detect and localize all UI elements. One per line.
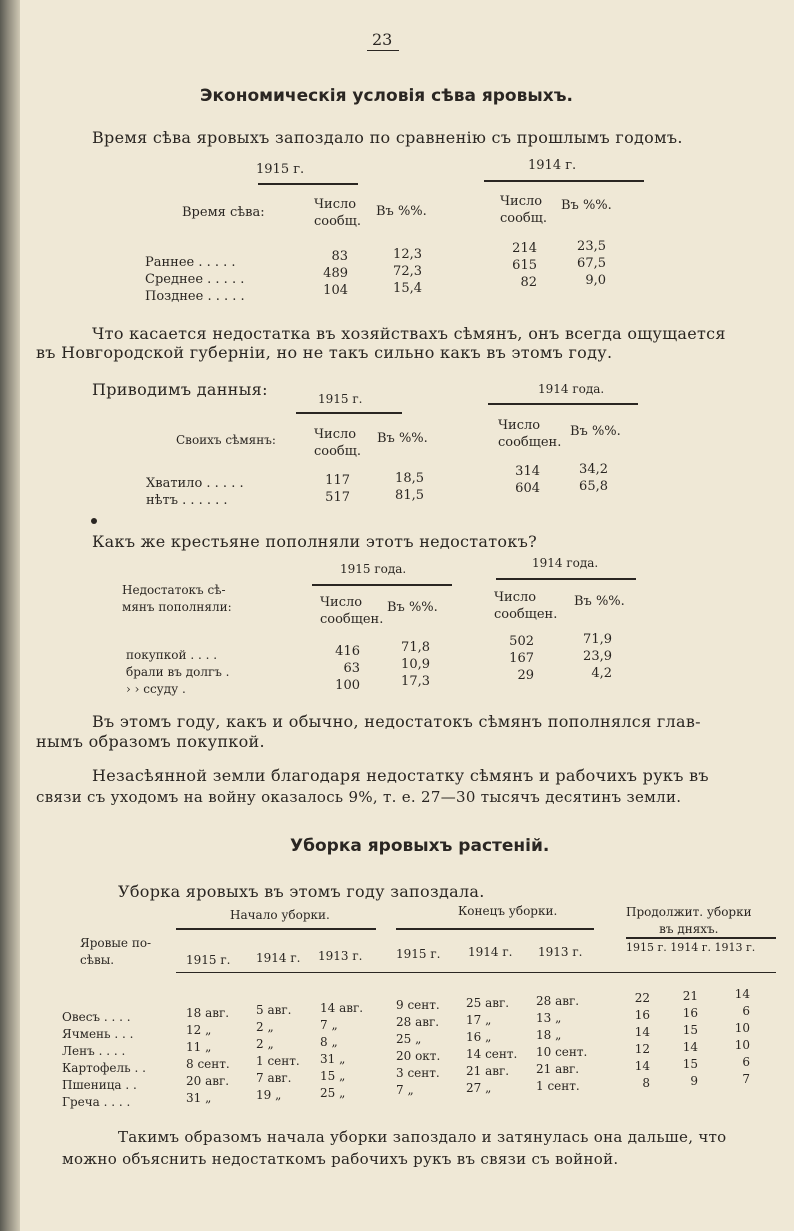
unsown-land-paragraph-line1: Незасѣянной земли благодаря недостатку сѣмянъ и рабочихъ рукъ въ	[92, 766, 709, 785]
t2-year-1915-rule	[296, 412, 402, 414]
t4-crop-label: Ленъ . . . .	[62, 1044, 126, 1058]
t4-crop-label: Картофель . .	[62, 1061, 146, 1075]
t4-header-bottom-rule	[176, 972, 776, 973]
section-title-sowing-conditions: Экономическія условія сѣва яровыхъ.	[200, 86, 573, 106]
t2-col-count-1914: Число сообщен.	[498, 418, 562, 450]
t2-col-own-seeds: Своихъ сѣмянъ:	[176, 433, 276, 447]
t4-group-start-rule	[176, 928, 376, 930]
seed-replenish-question: Какъ же крестьяне пополняли этотъ недостатокъ?	[92, 532, 538, 551]
t2-col-count-1915: Число сообщ.	[314, 427, 361, 459]
conclusion-paragraph-line1: Такимъ образомъ начала уборки запоздало и затянулась она дальше, что	[118, 1128, 727, 1146]
t3-count-1914: 502 167 29	[509, 634, 534, 683]
harvest-intro-text: Уборка яровыхъ въ этомъ году запоздала.	[118, 882, 485, 901]
t4-crop-label: Ячмень . . .	[62, 1027, 134, 1041]
t3-pct-1915: 71,8 10,9 17,3	[401, 640, 430, 689]
t2-row-label: Хватило . . . . .	[146, 476, 244, 491]
t1-col-pct-1915: Въ %%.	[376, 204, 427, 219]
t2-pct-1914: 34,2 65,8	[579, 462, 608, 494]
replenish-paragraph-line2: нымъ образомъ покупкой.	[36, 732, 265, 751]
t4-group-end: Конецъ уборки.	[458, 904, 558, 918]
ink-dot-mark	[91, 518, 97, 524]
t4-end-1914-col: 25 авг. 17 „ 16 „ 14 сент. 21 авг. 27 „	[466, 996, 518, 1095]
t4-col-start-1915: 1915 г.	[186, 953, 231, 967]
t2-year-1914: 1914 года.	[538, 382, 605, 396]
t4-start-1915-col: 18 авг. 12 „ 11 „ 8 сент. 20 авг. 31 „	[186, 1006, 230, 1105]
section-title-harvest: Уборка яровыхъ растеній.	[290, 836, 550, 856]
t3-year-1914-rule	[496, 578, 636, 580]
t1-row-labels	[145, 254, 245, 305]
t2-col-pct-1915: Въ %%.	[377, 431, 428, 446]
t2-row-label: нѣтъ . . . . . .	[146, 493, 228, 508]
t1-year-1914-rule	[484, 180, 644, 182]
t4-start-1914-col: 5 авг. 2 „ 2 „ 1 сент. 7 авг. 19 „	[256, 1003, 300, 1102]
sowing-intro-text: Время сѣва яровыхъ запоздало по сравненію съ прошлымъ годомъ.	[92, 128, 683, 147]
t1-col-count-1914: Число сообщ.	[500, 194, 547, 226]
t4-crop-label: Овесъ . . . .	[62, 1010, 131, 1024]
seed-shortage-paragraph-line1: Что касается недостатка въ хозяйствахъ сѣмянъ, онъ всегда ощущается	[92, 324, 726, 343]
replenish-paragraph-line1: Въ этомъ году, какъ и обычно, недостатокъ сѣмянъ пополнялся глав-	[92, 712, 701, 731]
t4-crop-label: Греча . . . .	[62, 1095, 131, 1109]
t4-group-duration: Продолжит. уборки въ дняхъ.	[626, 905, 752, 936]
data-intro-text: Приводимъ данныя:	[92, 380, 268, 399]
t1-col-pct-1914: Въ %%.	[561, 198, 612, 213]
seed-shortage-paragraph-line2: въ Новгородской губерніи, но не такъ сильно какъ въ этомъ году.	[36, 343, 613, 362]
t2-col-pct-1914: Въ %%.	[570, 424, 621, 439]
t2-pct-1915: 18,5 81,5	[395, 471, 424, 503]
t3-year-1915: 1915 года.	[340, 562, 407, 576]
t2-count-1915: 117 517	[325, 473, 350, 505]
t4-col-end-1915: 1915 г.	[396, 947, 441, 961]
t1-pct-1914: 23,5 67,5 9,0	[577, 239, 606, 288]
t4-duration-1915-col: 22 16 14 12 14 8	[634, 991, 650, 1090]
page-number: 23	[372, 30, 393, 49]
t1-count-1915: 83 489 104	[323, 249, 348, 298]
t3-year-1915-rule	[312, 584, 452, 586]
t4-col-start-1914: 1914 г.	[256, 951, 301, 965]
t1-col-count-1915: Число сообщ.	[314, 197, 361, 229]
t4-row-header: Яровые по- сѣвы.	[80, 936, 152, 967]
t3-year-1914: 1914 года.	[532, 556, 599, 570]
t1-row-label: Позднее . . . . .	[145, 289, 245, 304]
t1-row-label: Раннее . . . . .	[145, 255, 236, 270]
t4-col-start-1913: 1913 г.	[318, 949, 363, 963]
t3-pct-1914: 71,9 23,9 4,2	[583, 632, 612, 681]
t4-duration-1913-col: 14 6 10 10 6 7	[734, 987, 750, 1086]
t1-row-label: Среднее . . . . .	[145, 272, 245, 287]
t3-row-label: покупкой . . . .	[126, 648, 218, 662]
t2-year-1914-rule	[488, 403, 638, 405]
t1-pct-1915: 12,3 72,3 15,4	[393, 247, 422, 296]
t1-col-sowing-time: Время сѣва:	[182, 205, 265, 220]
t3-row-labels	[126, 647, 230, 698]
t4-col-end-1913: 1913 г.	[538, 945, 583, 959]
t4-start-1913-col: 14 авг. 7 „ 8 „ 31 „ 15 „ 25 „	[320, 1001, 364, 1100]
t3-row-label: брали въ долгъ .	[126, 665, 230, 679]
t3-col-seed-shortage: Недостатокъ сѣ- мянъ пополняли:	[122, 583, 232, 614]
t4-col-end-1914: 1914 г.	[468, 945, 513, 959]
t2-year-1915: 1915 г.	[318, 392, 363, 406]
t1-year-1915: 1915 г.	[256, 162, 305, 177]
page-number-rule	[367, 50, 399, 51]
t4-end-1915-col: 9 сент. 28 авг. 25 „ 20 окт. 3 сент. 7 „	[396, 998, 441, 1097]
t4-crop-label: Пшеница . .	[62, 1078, 137, 1092]
t1-year-1914: 1914 г.	[528, 158, 577, 173]
t3-col-count-1914: Число сообщен.	[494, 590, 558, 622]
t1-year-1915-rule	[258, 183, 358, 185]
t3-col-count-1915: Число сообщен.	[320, 595, 384, 627]
conclusion-paragraph-line2: можно объяснить недостаткомъ рабочихъ рукъ въ связи съ войной.	[62, 1150, 619, 1168]
t1-count-1914: 214 615 82	[512, 241, 537, 290]
t3-count-1915: 416 63 100	[335, 644, 360, 693]
t4-group-start: Начало уборки.	[230, 908, 330, 922]
page-binding-edge	[0, 0, 20, 1231]
unsown-land-paragraph-line2: связи съ уходомъ на войну оказалось 9%, т. е. 27—30 тысячъ десятинъ земли.	[36, 788, 682, 806]
t4-end-1913-col: 28 авг. 13 „ 18 „ 10 сент. 21 авг. 1 сент.	[536, 994, 588, 1093]
t4-group-duration-rule	[626, 937, 776, 939]
t3-col-pct-1915: Въ %%.	[387, 600, 438, 615]
t4-col-duration-years: 1915 г. 1914 г. 1913 г.	[626, 941, 756, 954]
t2-count-1914: 314 604	[515, 464, 540, 496]
t3-col-pct-1914: Въ %%.	[574, 594, 625, 609]
t4-duration-1914-col: 21 16 15 14 15 9	[682, 989, 698, 1088]
t2-row-labels	[146, 475, 244, 509]
t3-row-label: › › ссуду .	[126, 682, 186, 696]
t4-crop-labels	[62, 1009, 146, 1111]
t4-group-end-rule	[396, 928, 594, 930]
